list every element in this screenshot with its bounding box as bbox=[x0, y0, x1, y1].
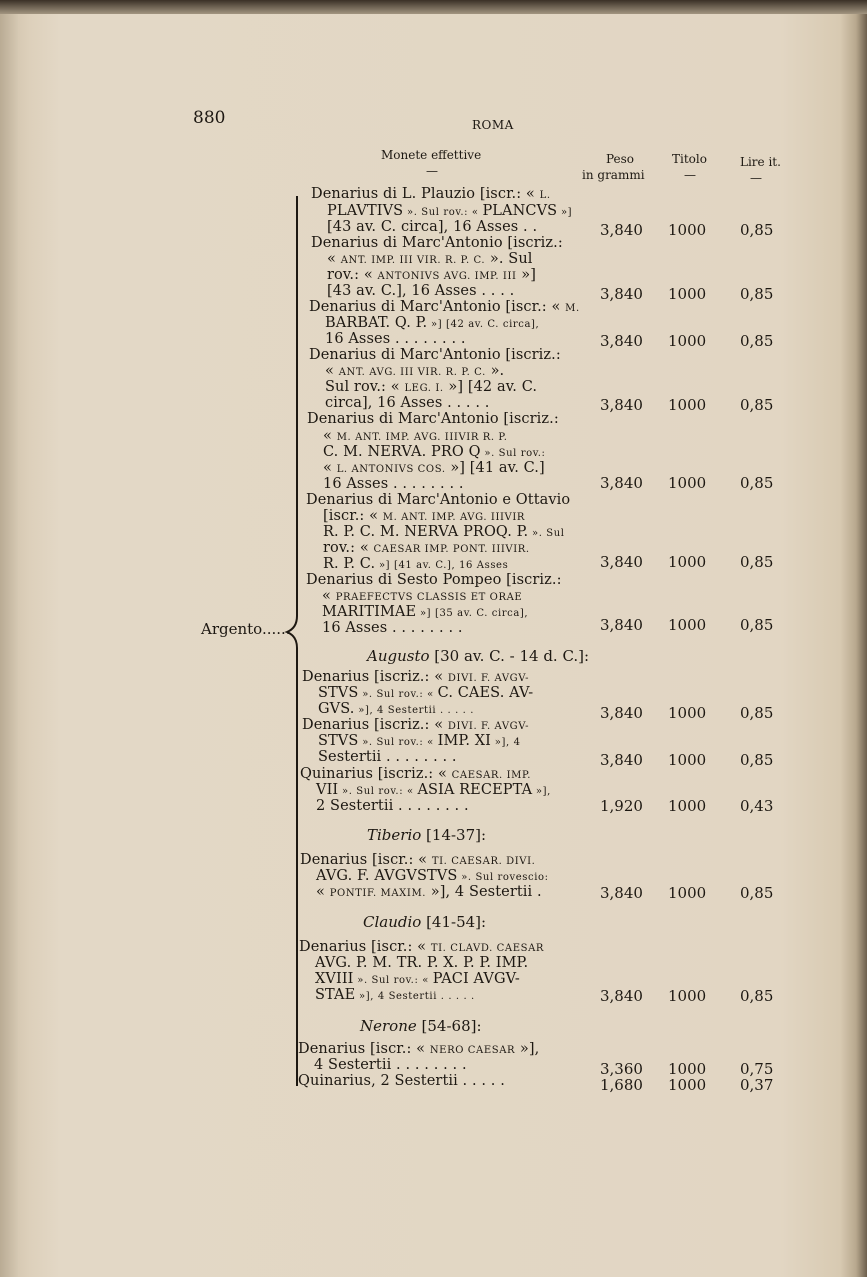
description-line bbox=[311, 186, 551, 205]
value-lire: 0,75 bbox=[740, 1060, 774, 1078]
column-dash: — bbox=[684, 168, 696, 182]
description-text: « bbox=[323, 428, 337, 444]
description-text: ». bbox=[485, 363, 505, 379]
value-titolo: 1000 bbox=[668, 396, 707, 414]
description-text: [43 av. C. circa], 16 Asses . . bbox=[327, 219, 538, 235]
inscription-text: »] [35 av. C. circa], bbox=[416, 608, 529, 619]
description-text: XVIII bbox=[315, 971, 354, 987]
value-titolo: 1000 bbox=[668, 553, 707, 571]
inscription-text: NERO CAESAR bbox=[429, 1045, 516, 1056]
value-titolo: 1000 bbox=[668, 221, 707, 239]
description-text: Denarius di Marc'Antonio [iscr.: « bbox=[309, 299, 566, 315]
inscription-text: CAESAR. IMP. bbox=[451, 770, 532, 781]
description-text: 16 Asses . . . . . . . . bbox=[325, 331, 466, 347]
value-peso: 3,840 bbox=[600, 332, 643, 350]
value-titolo: 1000 bbox=[668, 285, 707, 303]
description-text: « bbox=[325, 363, 339, 379]
description-text: Quinarius, 2 Sestertii . . . . . bbox=[298, 1073, 505, 1089]
description-line bbox=[327, 219, 537, 236]
description-text: C. CAES. AV- bbox=[437, 685, 534, 701]
metal-label: Argento...... bbox=[201, 620, 291, 638]
column-dash: — bbox=[426, 164, 438, 178]
inscription-text: L. bbox=[539, 190, 551, 201]
value-titolo: 1000 bbox=[668, 884, 707, 902]
description-line bbox=[325, 395, 489, 412]
description-text: IMP. XI bbox=[437, 733, 492, 749]
inscription-text: ». Sul rov.: « bbox=[403, 207, 483, 218]
value-peso: 3,840 bbox=[600, 884, 643, 902]
value-peso: 1,680 bbox=[600, 1076, 643, 1094]
description-text: Denarius [iscr.: « bbox=[300, 852, 432, 868]
emperor-heading: Claudio [41-54]: bbox=[363, 913, 487, 931]
column-dash: — bbox=[750, 171, 762, 185]
value-lire: 0,43 bbox=[740, 797, 774, 815]
description-text: C. M. NERVA. PRO Q bbox=[323, 444, 481, 460]
description-text: Denarius [iscr.: « bbox=[298, 1041, 430, 1057]
description-line bbox=[314, 1057, 467, 1074]
description-line bbox=[323, 476, 464, 493]
inscription-text: ». Sul rov.: bbox=[480, 448, 546, 459]
description-text: « bbox=[327, 251, 341, 267]
emperor-heading: Tiberio [14-37]: bbox=[367, 826, 487, 844]
inscription-text: ». Sul rov.: « bbox=[358, 737, 438, 748]
description-line bbox=[298, 1073, 505, 1090]
inscription-text: »] [42 av. C. circa], bbox=[427, 319, 540, 330]
inscription-text: ». Sul bbox=[528, 528, 565, 539]
value-peso: 3,360 bbox=[600, 1060, 643, 1078]
description-text: BARBAT. Q. P. bbox=[325, 315, 428, 331]
description-text: »] bbox=[516, 267, 536, 283]
column-header-grammi: in grammi bbox=[582, 168, 645, 182]
description-text: « bbox=[316, 884, 330, 900]
value-titolo: 1000 bbox=[668, 616, 707, 634]
value-titolo: 1000 bbox=[668, 797, 707, 815]
value-lire: 0,85 bbox=[740, 616, 774, 634]
value-lire: 0,85 bbox=[740, 474, 774, 492]
inscription-text: »], 4 bbox=[491, 737, 521, 748]
value-peso: 3,840 bbox=[600, 474, 643, 492]
description-text: Denarius di Marc'Antonio [iscriz.: bbox=[307, 411, 559, 427]
description-text: [43 av. C.], 16 Asses . . . . bbox=[327, 283, 515, 299]
value-titolo: 1000 bbox=[668, 474, 707, 492]
inscription-text: M. ANT. IMP. AVG. IIIVIR R. P. bbox=[336, 432, 508, 443]
description-text: STAE bbox=[315, 987, 356, 1003]
inscription-text: ». Sul rov.: « bbox=[353, 975, 433, 986]
inscription-text: PRAEFECTVS CLASSIS ET ORAE bbox=[335, 592, 523, 603]
column-header-titolo: Titolo bbox=[672, 152, 707, 166]
description-line bbox=[318, 749, 457, 766]
description-text: 4 Sestertii . . . . . . . . bbox=[314, 1057, 467, 1073]
value-peso: 3,840 bbox=[600, 751, 643, 769]
value-titolo: 1000 bbox=[668, 704, 707, 722]
value-titolo: 1000 bbox=[668, 1060, 707, 1078]
description-text: Denarius [iscr.: « bbox=[299, 939, 431, 955]
description-text: VII bbox=[316, 782, 339, 798]
inscription-text: ANT. IMP. III VIR. R. P. C. bbox=[340, 255, 486, 266]
description-text: 16 Asses . . . . . . . . bbox=[323, 476, 464, 492]
description-text: [iscr.: « bbox=[323, 508, 383, 524]
description-text: Quinarius [iscriz.: « bbox=[300, 766, 452, 782]
emperor-heading: Nerone [54-68]: bbox=[360, 1017, 482, 1035]
value-titolo: 1000 bbox=[668, 751, 707, 769]
description-text: Denarius [iscriz.: « bbox=[302, 669, 448, 685]
inscription-text: L. ANTONIVS COS. bbox=[336, 464, 446, 475]
description-text: R. P. C. M. NERVA PROQ. P. bbox=[323, 524, 529, 540]
inscription-text: M. ANT. IMP. AVG. IIIVIR bbox=[382, 512, 526, 523]
emperor-heading: Augusto [30 av. C. - 14 d. C.]: bbox=[367, 647, 590, 665]
description-text: AVG. F. AVGVSTVS bbox=[316, 868, 458, 884]
inscription-text: M. bbox=[565, 303, 580, 314]
inscription-text: ANT. AVG. III VIR. R. P. C. bbox=[338, 367, 486, 378]
description-text: GVS. bbox=[318, 701, 355, 717]
description-text: 2 Sestertii . . . . . . . . bbox=[316, 798, 469, 814]
inscription-text: ». Sul rov.: « bbox=[338, 786, 418, 797]
value-lire: 0,85 bbox=[740, 987, 774, 1005]
description-text: Sul rov.: « bbox=[325, 379, 405, 395]
description-text: Sestertii . . . . . . . . bbox=[318, 749, 457, 765]
column-header-monete: Monete effettive bbox=[381, 148, 482, 162]
description-text: ASIA RECEPTA bbox=[417, 782, 533, 798]
description-line bbox=[306, 572, 562, 589]
description-text: STVS bbox=[318, 685, 359, 701]
description-text: « bbox=[323, 460, 337, 476]
value-lire: 0,85 bbox=[740, 884, 774, 902]
value-peso: 3,840 bbox=[600, 704, 643, 722]
description-text: PACI AVGV- bbox=[432, 971, 520, 987]
description-text: PLANCVS bbox=[482, 203, 558, 219]
inscription-text: »], bbox=[532, 786, 551, 797]
inscription-text: DIVI. F. AVGV- bbox=[447, 673, 530, 684]
value-titolo: 1000 bbox=[668, 987, 707, 1005]
inscription-text: LEG. I. bbox=[404, 383, 444, 394]
description-line bbox=[309, 347, 561, 364]
value-lire: 0,85 bbox=[740, 285, 774, 303]
value-peso: 3,840 bbox=[600, 396, 643, 414]
description-line bbox=[315, 987, 475, 1006]
description-text: Denarius di Sesto Pompeo [iscriz.: bbox=[306, 572, 562, 588]
inscription-text: TI. CLAVD. CAESAR bbox=[430, 943, 545, 954]
inscription-text: »] bbox=[557, 207, 573, 218]
value-lire: 0,85 bbox=[740, 332, 774, 350]
description-line bbox=[315, 955, 528, 972]
inscription-text: »], 4 Sestertii . . . . . bbox=[354, 705, 475, 716]
page-number: 880 bbox=[193, 108, 226, 128]
curly-brace bbox=[281, 196, 301, 1096]
value-lire: 0,85 bbox=[740, 751, 774, 769]
column-header-lire: Lire it. bbox=[740, 155, 781, 169]
inscription-text: TI. CAESAR. DIVI. bbox=[431, 856, 536, 867]
description-text: AVG. P. M. TR. P. X. P. P. IMP. bbox=[315, 955, 529, 971]
description-line bbox=[316, 798, 469, 815]
value-lire: 0,85 bbox=[740, 221, 774, 239]
description-text: rov.: « bbox=[323, 540, 374, 556]
description-line bbox=[311, 235, 563, 252]
value-lire: 0,85 bbox=[740, 704, 774, 722]
running-head: ROMA bbox=[472, 118, 514, 132]
description-text: Denarius di Marc'Antonio [iscriz.: bbox=[311, 235, 563, 251]
description-text: MARITIMAE bbox=[322, 604, 417, 620]
description-text: »], bbox=[515, 1041, 540, 1057]
description-text: rov.: « bbox=[327, 267, 378, 283]
inscription-text: PONTIF. MAXIM. bbox=[329, 888, 427, 899]
description-line bbox=[306, 492, 570, 509]
description-line bbox=[307, 411, 559, 428]
description-text: Denarius [iscriz.: « bbox=[302, 717, 448, 733]
description-text: PLAVTIVS bbox=[327, 203, 404, 219]
description-line bbox=[316, 884, 542, 903]
description-text: »] [41 av. C.] bbox=[445, 460, 545, 476]
value-lire: 0,85 bbox=[740, 553, 774, 571]
value-peso: 3,840 bbox=[600, 553, 643, 571]
value-peso: 3,840 bbox=[600, 221, 643, 239]
description-line bbox=[325, 331, 466, 348]
description-text: Denarius di Marc'Antonio [iscriz.: bbox=[309, 347, 561, 363]
value-peso: 3,840 bbox=[600, 285, 643, 303]
description-text: STVS bbox=[318, 733, 359, 749]
description-text: Denarius di L. Plauzio [iscr.: « bbox=[311, 186, 540, 202]
value-titolo: 1000 bbox=[668, 1076, 707, 1094]
description-text: ». Sul bbox=[485, 251, 533, 267]
inscription-text: CAESAR IMP. PONT. IIIVIR. bbox=[373, 544, 530, 555]
description-text: R. P. C. bbox=[323, 556, 376, 572]
inscription-text: DIVI. F. AVGV- bbox=[447, 721, 530, 732]
value-lire: 0,85 bbox=[740, 396, 774, 414]
page-top-edge bbox=[0, 0, 867, 14]
description-text: »], 4 Sestertii . bbox=[426, 884, 542, 900]
description-text: 16 Asses . . . . . . . . bbox=[322, 620, 463, 636]
value-lire: 0,37 bbox=[740, 1076, 774, 1094]
inscription-text: ANTONIVS AVG. IMP. III bbox=[377, 271, 517, 282]
value-peso: 3,840 bbox=[600, 987, 643, 1005]
description-text: »] [42 av. C. bbox=[443, 379, 538, 395]
inscription-text: »] [41 av. C.], 16 Asses bbox=[375, 560, 509, 571]
inscription-text: ». Sul rovescio: bbox=[457, 872, 549, 883]
inscription-text: »], 4 Sestertii . . . . . bbox=[355, 991, 475, 1002]
value-peso: 3,840 bbox=[600, 616, 643, 634]
description-text: Denarius di Marc'Antonio e Ottavio bbox=[306, 492, 571, 508]
description-line bbox=[327, 283, 514, 300]
description-text: circa], 16 Asses . . . . . bbox=[325, 395, 490, 411]
inscription-text: ». Sul rov.: « bbox=[358, 689, 438, 700]
description-text: « bbox=[322, 588, 336, 604]
column-header-peso: Peso bbox=[606, 152, 635, 166]
value-peso: 1,920 bbox=[600, 797, 643, 815]
value-titolo: 1000 bbox=[668, 332, 707, 350]
description-line bbox=[322, 620, 463, 637]
